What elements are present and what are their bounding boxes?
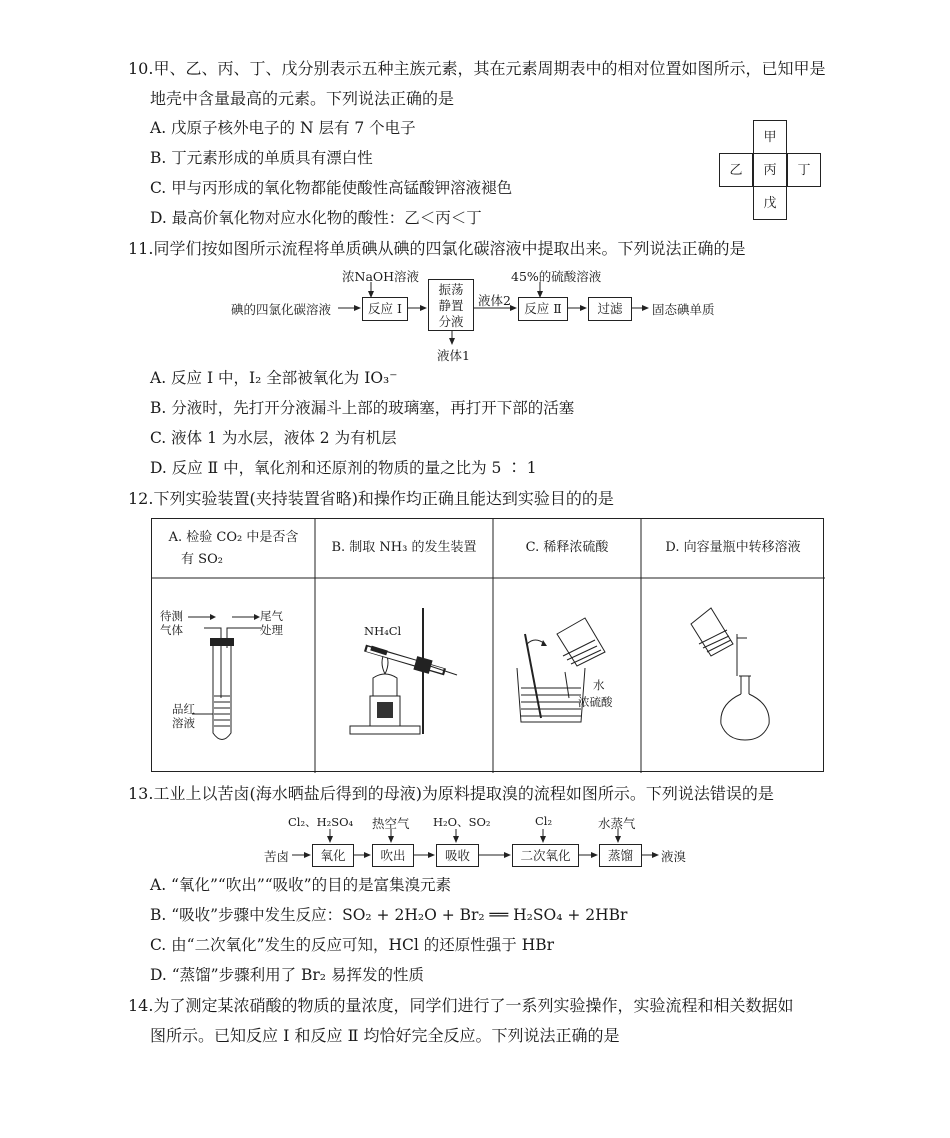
q11-option-c: C. 液体 1 为水层，液体 2 为有机层 xyxy=(150,429,397,447)
label-gas-in-2: 气体 xyxy=(160,623,183,637)
q11-option-b: B. 分液时，先打开分液漏斗上部的玻璃塞，再打开下部的活塞 xyxy=(150,399,575,417)
cell-wu: 戊 xyxy=(753,186,787,220)
cell-ding: 丁 xyxy=(787,153,821,187)
flow13-step-oxidize: 氧化 xyxy=(312,844,354,867)
apparatus-table xyxy=(151,518,824,772)
flow13-reagent-1: Cl₂、H₂SO₄ xyxy=(288,815,354,829)
label-tail-gas xyxy=(260,609,283,637)
cell-jia: 甲 xyxy=(753,120,787,154)
separation-line-1: 振荡 xyxy=(438,282,464,297)
separation-line-3: 分液 xyxy=(438,314,464,329)
label-water: 水 xyxy=(593,678,605,692)
label-conc-acid: 浓硫酸 xyxy=(578,695,613,709)
flow-end: 固态碘单质 xyxy=(652,302,715,317)
flow13-reagent-5: 水蒸气 xyxy=(598,816,636,831)
q10-stem-line1: 10.甲、乙、丙、丁、戊分别表示五种主族元素，其在元素周期表中的相对位置如图所示，已知甲是 xyxy=(128,59,826,78)
cell-yi: 乙 xyxy=(719,153,753,187)
flow13-step-second-oxidize: 二次氧化 xyxy=(512,844,579,867)
flow13-step-absorb: 吸收 xyxy=(436,844,479,867)
apparatus-d-drawing xyxy=(641,578,825,773)
apparatus-a-drawing xyxy=(152,578,315,773)
flow13-step-blow: 吹出 xyxy=(372,844,414,867)
q10-option-b: B. 丁元素形成的单质具有漂白性 xyxy=(150,149,373,167)
label-reagent-2: 溶液 xyxy=(172,716,195,730)
label-reagent xyxy=(172,702,195,730)
flow13-reagent-3: H₂O、SO₂ xyxy=(433,815,491,829)
header-a-line2: 有 SO₂ xyxy=(181,552,223,567)
q14-stem-line1: 14.为了测定某浓硝酸的物质的量浓度，同学们进行了一系列实验操作，实验流程和相关数据如 xyxy=(128,996,794,1015)
step-reaction-1: 反应 Ⅰ xyxy=(362,297,408,321)
header-c: C. 稀释浓硫酸 xyxy=(525,540,609,555)
q14-stem-line2: 图所示。已知反应 Ⅰ 和反应 Ⅱ 均恰好完全反应。下列说法正确的是 xyxy=(150,1026,620,1045)
header-d: D. 向容量瓶中转移溶液 xyxy=(665,540,801,555)
label-nh4cl: NH₄Cl xyxy=(364,624,402,638)
flow13-end: 液溴 xyxy=(661,849,687,864)
q13-option-c: C. 由“二次氧化”发生的反应可知，HCl 的还原性强于 HBr xyxy=(150,936,555,954)
q13-option-a: A. “氧化”“吹出”“吸收”的目的是富集溴元素 xyxy=(150,876,452,894)
flow13-step-distill: 蒸馏 xyxy=(599,844,642,867)
q11-option-a: A. 反应 Ⅰ 中，I₂ 全部被氧化为 IO₃⁻ xyxy=(150,369,398,387)
reagent-sulfuric: 45%的硫酸溶液 xyxy=(511,269,602,284)
separation-line-2: 静置 xyxy=(438,298,464,313)
step-filter: 过滤 xyxy=(588,297,632,321)
q13-option-d: D. “蒸馏”步骤利用了 Br₂ 易挥发的性质 xyxy=(150,966,424,984)
header-b: B. 制取 NH₃ 的发生装置 xyxy=(331,540,477,555)
flow13-reagent-2: 热空气 xyxy=(372,816,410,831)
label-gas-in xyxy=(160,609,183,637)
q10-stem-line2: 地壳中含量最高的元素。下列说法正确的是 xyxy=(150,89,455,108)
flow-start: 碘的四氯化碳溶液 xyxy=(231,302,332,317)
label-tail-1: 尾气 xyxy=(260,609,283,623)
reagent-naoh: 浓NaOH溶液 xyxy=(342,269,420,284)
q13-stem: 13.工业上以苦卤(海水晒盐后得到的母液)为原料提取溴的流程如图所示。下列说法错误的是 xyxy=(128,784,774,803)
step-separation xyxy=(428,279,474,331)
label-reagent-1: 品红 xyxy=(172,702,195,716)
flow13-reagent-4: Cl₂ xyxy=(535,814,553,828)
q12-stem: 12.下列实验装置(夹持装置省略)和操作均正确且能达到实验目的的是 xyxy=(128,489,614,508)
header-a-line1: A. 检验 CO₂ 中是否含 xyxy=(168,530,299,545)
q13-option-b: B. “吸收”步骤中发生反应：SO₂ + 2H₂O + Br₂ ══ H₂SO₄ + 2HBr xyxy=(150,906,628,924)
liquid-1-label: 液体1 xyxy=(437,348,470,363)
apparatus-c-drawing xyxy=(493,578,641,773)
q10-option-c: C. 甲与丙形成的氧化物都能使酸性高锰酸钾溶液褪色 xyxy=(150,179,513,197)
flow13-start: 苦卤 xyxy=(264,849,290,864)
label-tail-2: 处理 xyxy=(260,623,283,637)
apparatus-b-drawing xyxy=(315,578,493,773)
flow-arrows xyxy=(0,262,950,362)
label-gas-in-1: 待测 xyxy=(160,609,183,623)
q10-option-d: D. 最高价氧化物对应水化物的酸性：乙＜丙＜丁 xyxy=(150,209,482,227)
q10-option-a: A. 戊原子核外电子的 N 层有 7 个电子 xyxy=(150,119,416,137)
cell-bing: 丙 xyxy=(753,153,787,187)
liquid-2-label: 液体2 xyxy=(478,293,511,308)
q11-option-d: D. 反应 Ⅱ 中，氧化剂和还原剂的物质的量之比为 5 ∶ 1 xyxy=(150,459,537,477)
step-reaction-2: 反应 Ⅱ xyxy=(518,297,568,321)
q11-stem: 11.同学们按如图所示流程将单质碘从碘的四氯化碳溶液中提取出来。下列说法正确的是 xyxy=(128,239,746,258)
